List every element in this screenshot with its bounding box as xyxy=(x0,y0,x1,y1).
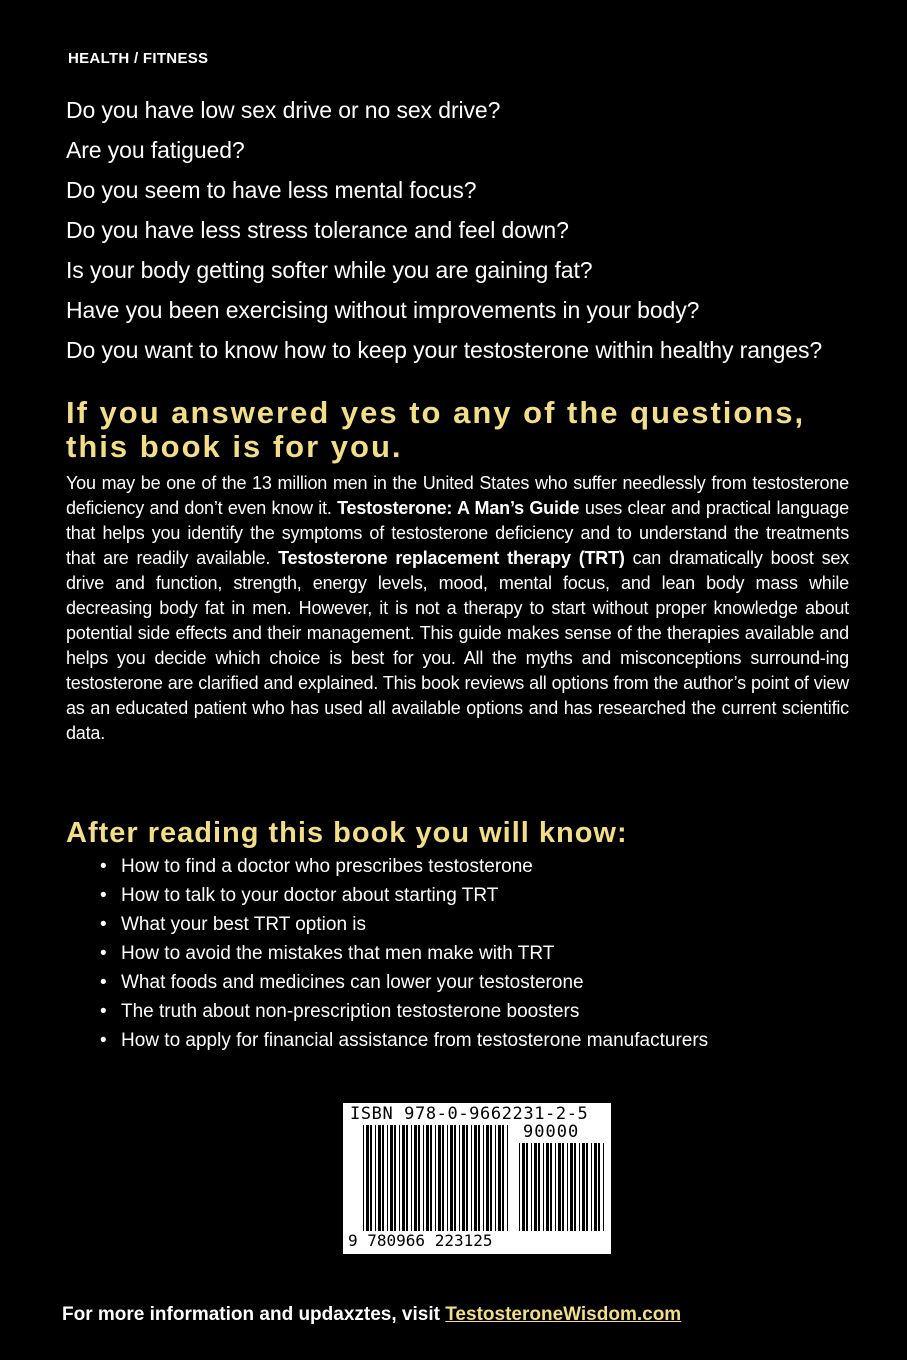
barcode-bar xyxy=(442,1125,444,1231)
barcode-bar xyxy=(495,1125,496,1231)
barcode-bar xyxy=(490,1125,492,1231)
barcode-bar xyxy=(538,1143,540,1231)
bullet-icon: • xyxy=(100,914,107,935)
list-item-text: What foods and medicines can lower your testosterone xyxy=(121,972,584,993)
list-item xyxy=(100,881,708,910)
barcode-bar xyxy=(502,1125,504,1231)
know-list xyxy=(100,852,708,1055)
barcode-bar xyxy=(591,1143,592,1231)
barcode-bar xyxy=(435,1125,436,1231)
barcode-bar xyxy=(519,1143,520,1231)
list-item xyxy=(100,997,708,1026)
barcode-bar xyxy=(558,1143,561,1231)
ean-digits: 9 780966 223125 xyxy=(348,1231,493,1250)
barcode-bar xyxy=(579,1143,580,1231)
barcode-bar xyxy=(570,1143,573,1231)
bullet-icon: • xyxy=(100,972,107,993)
bullet-icon: • xyxy=(100,943,107,964)
barcode-bar xyxy=(474,1125,477,1231)
question-item: Do you have low sex drive or no sex drive? xyxy=(66,97,501,123)
barcode-bar xyxy=(478,1125,480,1231)
barcode-bar xyxy=(394,1125,396,1231)
barcode-bar xyxy=(462,1125,465,1231)
barcode-bar xyxy=(471,1125,472,1231)
know-heading: After reading this book you will know: xyxy=(66,817,628,849)
barcode-box xyxy=(343,1103,611,1254)
footer-text: For more information and updaxztes, visit xyxy=(62,1304,446,1325)
price-addon: 90000 xyxy=(523,1122,580,1142)
list-item-text: How to talk to your doctor about starting TRT xyxy=(121,885,499,906)
list-item xyxy=(100,852,708,881)
barcode-bar xyxy=(555,1143,556,1231)
barcode-bar xyxy=(459,1125,460,1231)
question-item: Do you have less stress tolerance and feel down? xyxy=(66,217,569,243)
barcode-bar xyxy=(426,1125,429,1231)
barcode-bar xyxy=(567,1143,568,1231)
website-link[interactable]: TestosteroneWisdom.com xyxy=(445,1304,682,1325)
barcode-bar xyxy=(543,1143,544,1231)
barcode-bar xyxy=(423,1125,424,1231)
barcode-bar xyxy=(363,1125,364,1231)
barcode-bar xyxy=(438,1125,441,1231)
barcode-bar xyxy=(574,1143,576,1231)
list-item-text: How to avoid the mistakes that men make with TRT xyxy=(121,943,555,964)
barcode-bar xyxy=(486,1125,489,1231)
barcode-bar xyxy=(498,1125,501,1231)
list-item-text: What your best TRT option is xyxy=(121,914,367,935)
barcode-bar xyxy=(598,1143,600,1231)
question-list xyxy=(66,90,822,370)
barcode-bar xyxy=(454,1125,456,1231)
bullet-icon: • xyxy=(100,1001,107,1022)
barcode-bar xyxy=(447,1125,448,1231)
barcode-bar xyxy=(550,1143,552,1231)
description-text: You may be one of the 13 million men in the United States who suffer needlessly from testosterone deficiency and don’t even know it. xyxy=(66,473,849,518)
list-item xyxy=(100,1026,708,1055)
barcode-bar xyxy=(466,1125,468,1231)
barcode-bar xyxy=(366,1125,369,1231)
category-label: HEALTH / FITNESS xyxy=(68,50,209,67)
barcode-bar xyxy=(507,1125,508,1231)
footer xyxy=(62,1304,681,1326)
barcode-bar xyxy=(546,1143,549,1231)
question-item: Is your body getting softer while you are gaining fat? xyxy=(66,257,593,283)
question-item: Do you want to know how to keep your testosterone within healthy ranges? xyxy=(66,337,823,363)
list-item xyxy=(100,939,708,968)
bullet-icon: • xyxy=(100,1030,107,1051)
barcode-bar xyxy=(594,1143,597,1231)
barcode-bar xyxy=(430,1125,432,1231)
list-item xyxy=(100,910,708,939)
barcode-bar xyxy=(399,1125,400,1231)
headline: If you answered yes to any of the questions, this book is for you. xyxy=(66,395,806,464)
bullet-icon: • xyxy=(100,885,107,906)
list-item-text: The truth about non-prescription testosterone boosters xyxy=(121,1001,580,1022)
barcode-bar xyxy=(534,1143,537,1231)
barcode-bar xyxy=(406,1125,408,1231)
question-item: Are you fatigued? xyxy=(66,137,245,163)
barcode-bar xyxy=(390,1125,393,1231)
question-item: Have you been exercising without improvements in your body? xyxy=(66,297,700,323)
description-text: uses clear and practical language that helps you identify the symptoms of testosterone deficiency and to understand the treatments that are readily available. xyxy=(66,498,849,568)
barcode-bar xyxy=(378,1125,381,1231)
barcode-bar xyxy=(483,1125,484,1231)
trt-term: Testosterone replacement therapy (TRT) xyxy=(278,548,625,568)
list-item-text: How to find a doctor who prescribes testosterone xyxy=(121,856,533,877)
book-title: Testosterone: A Man’s Guide xyxy=(337,498,580,518)
bullet-icon: • xyxy=(100,856,107,877)
barcode-bar xyxy=(370,1125,372,1231)
description-text: can dramatically boost sex drive and function, strength, energy levels, mood, mental focus, and lean body mass while decreasing body fat in men. However, it is not a therapy to start without proper knowledge about potential side effects and their management. This guide makes sense of the therapies available and helps you decide which choice is best for you. All the myths and misconceptions surround-ing testosterone are clarified and explained. This book reviews all options from the author’s point of view as an educated patient who has used all available options and has researched the current scientific data. xyxy=(66,548,849,743)
barcode-bar xyxy=(402,1125,405,1231)
isbn-label: ISBN 978-0-9662231-2-5 xyxy=(350,1104,589,1124)
question-item: Do you seem to have less mental focus? xyxy=(66,177,477,203)
barcode-bar xyxy=(418,1125,420,1231)
barcode-bar xyxy=(411,1125,412,1231)
description-paragraph xyxy=(66,471,849,746)
barcode-bar xyxy=(603,1143,604,1231)
barcode-bar xyxy=(414,1125,417,1231)
list-item xyxy=(100,968,708,997)
barcode-bar xyxy=(562,1143,564,1231)
barcode-bar xyxy=(526,1143,528,1231)
barcode-bar xyxy=(450,1125,453,1231)
list-item-text: How to apply for financial assistance from testosterone manufacturers xyxy=(121,1030,709,1051)
barcode-bar xyxy=(586,1143,588,1231)
barcode-bar xyxy=(531,1143,532,1231)
barcode-bar xyxy=(382,1125,384,1231)
barcode-bar xyxy=(582,1143,585,1231)
barcode-bar xyxy=(387,1125,388,1231)
barcode-bar xyxy=(375,1125,376,1231)
barcode-bar xyxy=(522,1143,525,1231)
